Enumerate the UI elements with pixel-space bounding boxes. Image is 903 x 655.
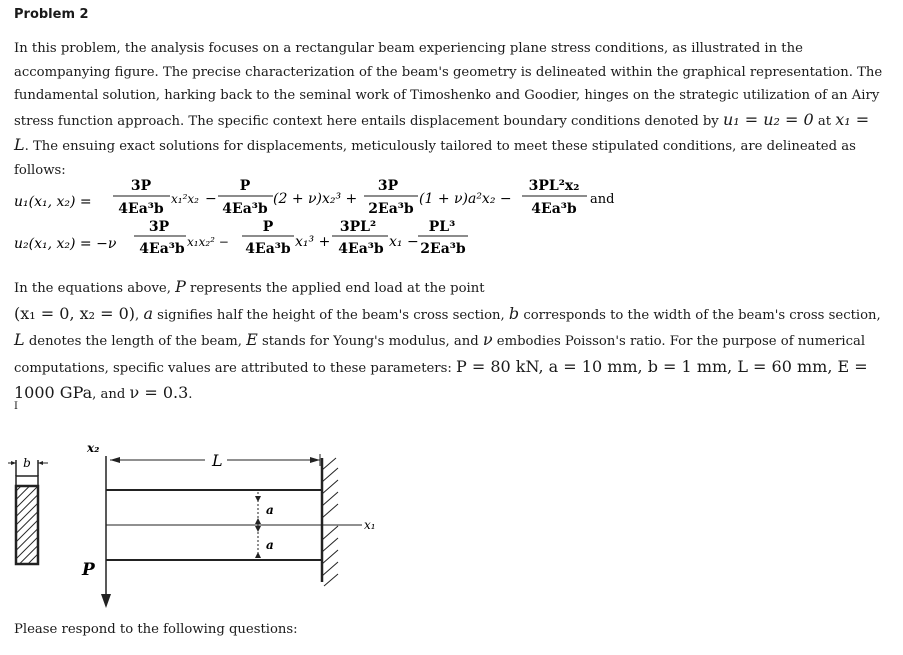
u1-lhs: u₁(x₁, x₂) = — [14, 194, 92, 210]
intro-math-bc: u₁ = u₂ = 0 — [722, 109, 814, 129]
expl-t4: signifies half the height of the beam's cross section, — [152, 307, 509, 323]
u2-s3-den: 4Ea³b — [338, 241, 384, 257]
problem-title: Problem 2 — [14, 7, 89, 22]
intro-text-after: . The ensuing exact solutions for displacements, meticulously tailored to meet these stipulated conditions, are delineated as follows: — [14, 139, 856, 178]
expl-t2: represents the applied end load at the point — [185, 281, 485, 296]
stray-mark: I — [14, 401, 18, 412]
u2-s2-var: x₁³ + — [295, 234, 331, 250]
expl-t1: In the equations above, — [14, 281, 176, 296]
expl-t8: embodies Poisson's ratio. For the purpose of numerical computations, specific values are attributed to these parameters: — [14, 334, 866, 376]
expl-t9: , and — [92, 387, 130, 402]
u1-and: and — [590, 192, 615, 207]
u2-s1-num: 3P — [148, 219, 170, 235]
expl-point: (x₁ = 0, x₂ = 0) — [14, 303, 136, 323]
expl-t7: stands for Young's modulus, and — [257, 334, 483, 349]
expl-t6: denotes the length of the beam, — [24, 334, 247, 349]
u1-t2-den: 4Ea³b — [222, 201, 268, 217]
cross-section — [8, 456, 48, 564]
label-a-bottom: a — [266, 538, 274, 552]
u1-t2-var: (2 + ν)x₂³ + — [273, 191, 358, 207]
expl-nu-value: ν = 0.3 — [129, 383, 189, 402]
u2-s4-num: PL³ — [428, 219, 456, 235]
expl-a: a — [143, 303, 153, 323]
expl-P: P — [175, 277, 186, 296]
u1-t1-num: 3P — [130, 178, 152, 194]
minus-sign-1: − — [205, 191, 217, 207]
u1-t1-var: x₁²x₂ — [171, 192, 199, 206]
cross-section-top — [16, 476, 38, 486]
label-L: L — [212, 451, 223, 470]
u2-s3-num: 3PL² — [339, 219, 377, 235]
cross-section-hatched — [16, 486, 38, 564]
expl-L: L — [14, 330, 25, 349]
label-x2: x₂ — [87, 441, 100, 455]
u1-t3-den: 2Ea³b — [368, 201, 414, 217]
expl-E: E — [246, 330, 258, 349]
expl-t5: corresponds to the width of the beam's cross section, — [519, 307, 881, 323]
u2-s2-den: 4Ea³b — [245, 241, 291, 257]
intro-text-before: In this problem, the analysis focuses on a rectangular beam experiencing plane stress conditions, as illustrated in the accompanying figure. The precise characterization of the beam's geometry is delineated within the graphical representation. The fundamental solution, harking back to the seminal work of Timoshenko and Goodier, hinges on the strategic utilization of an Airy stress function approach. The specific context here entails displacement boundary conditions denoted by — [14, 41, 883, 129]
intro-paragraph — [14, 37, 886, 183]
expl-b: b — [508, 303, 520, 323]
u2-s4-den: 2Ea³b — [420, 241, 466, 257]
u2-s2-num: P — [262, 219, 274, 235]
beam-figure — [0, 430, 400, 615]
u1-t4-den: 4Ea³b — [531, 201, 577, 217]
expl-values: P = 80 kN, a = 10 mm, b = 1 mm, L = 60 mm, E = 1000 GPa — [14, 356, 868, 402]
u2-s3-var: x₁ − — [389, 234, 419, 250]
u2-lhs: u₂(x₁, x₂) = −ν — [14, 236, 117, 252]
intro-text-at: at — [813, 113, 836, 129]
u2-s1-den: 4Ea³b — [139, 241, 185, 257]
question-prompt: Please respond to the following questions: — [14, 622, 298, 637]
explanation-paragraph — [14, 275, 886, 408]
u2-s1-var: x₁x₂² − — [187, 235, 229, 249]
expl-t3: , — [135, 307, 144, 323]
label-a-top: a — [266, 503, 274, 517]
u1-t3-var: (1 + ν)a²x₂ − — [419, 191, 512, 207]
wall-hatching — [322, 458, 338, 586]
u1-t4-num: 3PL²x₂ — [528, 178, 580, 194]
label-b: b — [23, 456, 31, 470]
label-x1: x₁ — [364, 518, 376, 532]
label-P: P — [82, 560, 95, 580]
intro-math-loc: x₁ = L — [14, 109, 870, 155]
expl-nu: ν — [482, 330, 493, 349]
u1-t3-num: 3P — [377, 178, 399, 194]
displacement-equations — [0, 168, 903, 268]
expl-t10: . — [188, 387, 193, 402]
load-arrow-head — [101, 594, 111, 608]
u1-t1-den: 4Ea³b — [118, 201, 164, 217]
u1-t2-num: P — [239, 178, 251, 194]
